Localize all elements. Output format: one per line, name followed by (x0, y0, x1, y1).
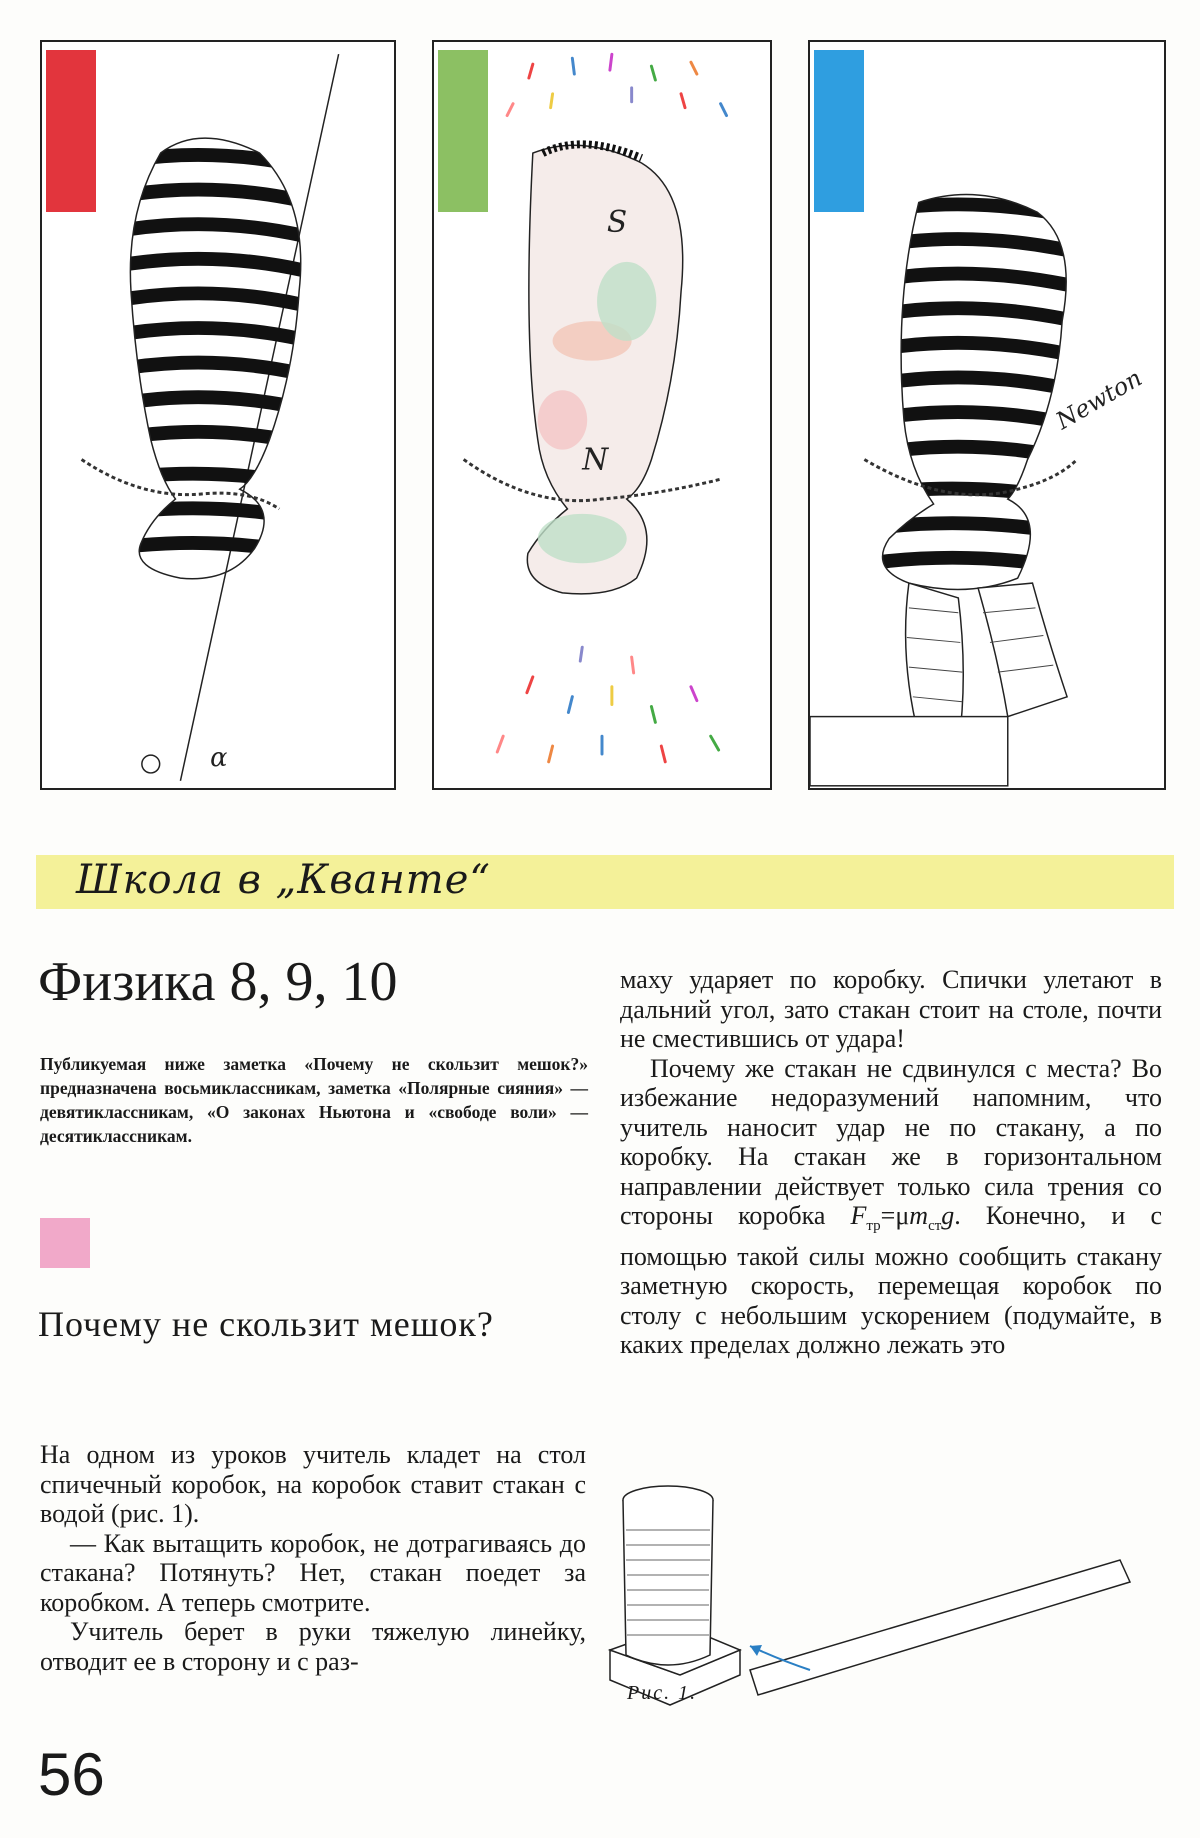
striped-sack-with-legs-drawing (810, 42, 1164, 788)
pole-s-label: S (606, 204, 628, 240)
page-number: 56 (38, 1741, 105, 1808)
newton-signature: Newton (1051, 363, 1147, 436)
pole-n-label: N (582, 441, 609, 477)
formula-eq: =μ (880, 1201, 910, 1230)
section-band (36, 855, 1174, 909)
paragraph-text: Почему же стакан не сдвинулся с места? Во избежание недоразумений напомним, что учитель наносит удар не по стакану, а по коробку. На стакан же в горизонтальном направлении действует только сила трения со стороны коробка (620, 1053, 1162, 1230)
illustration-panel-3 (808, 40, 1166, 790)
friction-formula (850, 1201, 961, 1235)
page-title: Физика 8, 9, 10 (38, 951, 398, 1013)
illustration-panel-2 (432, 40, 772, 790)
intro-note: Публикуемая ниже заметка «Почему не скользит мешок?» предназначена восьмиклассникам, заметка «Полярные сияния» — девятиклассникам, «О законах Ньютона и «свободе воли» — десятиклассникам. (40, 1054, 588, 1146)
formula-end: . (954, 1201, 961, 1230)
paragraph: Учитель берет в руки тяжелую линейку, отводит ее в сторону и с раз- (40, 1617, 586, 1676)
paragraph: — Как вытащить коробок, не дотрагиваясь до стакана? Потянуть? Нет, стакан поедет за коробком. А теперь смотрите. (40, 1528, 586, 1617)
paragraph: На одном из уроков учитель кладет на стол спичечный коробок, на коробок ставит стакан с водой (рис. 1). (40, 1440, 586, 1528)
formula-f: F (850, 1201, 867, 1230)
formula-f-sub: тр (866, 1218, 881, 1235)
striped-sack-hanging-drawing (42, 42, 394, 788)
article-title: Почему не скользит мешок? (38, 1304, 494, 1344)
article-column-right (620, 965, 1162, 1360)
section-band-label: Школа в „Кванте“ (76, 857, 491, 903)
formula-m: m (909, 1201, 929, 1230)
formula-m-sub: ст (928, 1218, 942, 1235)
paragraph-text: Конечно, и с помощью такой силы можно сообщить стакану заметную скорость, перемещая коробок по столу с небольшим ускорением (подумайте, в каких пределах должно лежать это (620, 1201, 1162, 1360)
magnetic-sack-aurora-drawing (434, 42, 770, 788)
figure-caption: Рис. 1. (627, 1682, 698, 1704)
formula-g: g (941, 1201, 955, 1230)
illustration-panel-1 (40, 40, 396, 790)
article-column-left (40, 1440, 586, 1676)
alpha-mark: α (210, 743, 228, 774)
paragraph: маху ударяет по коробку. Спички улетают в дальний угол, зато стакан стоит на столе, почти не сместившись от удара! (620, 965, 1162, 1053)
paragraph (620, 1054, 1162, 1360)
article-marker (40, 1218, 90, 1268)
